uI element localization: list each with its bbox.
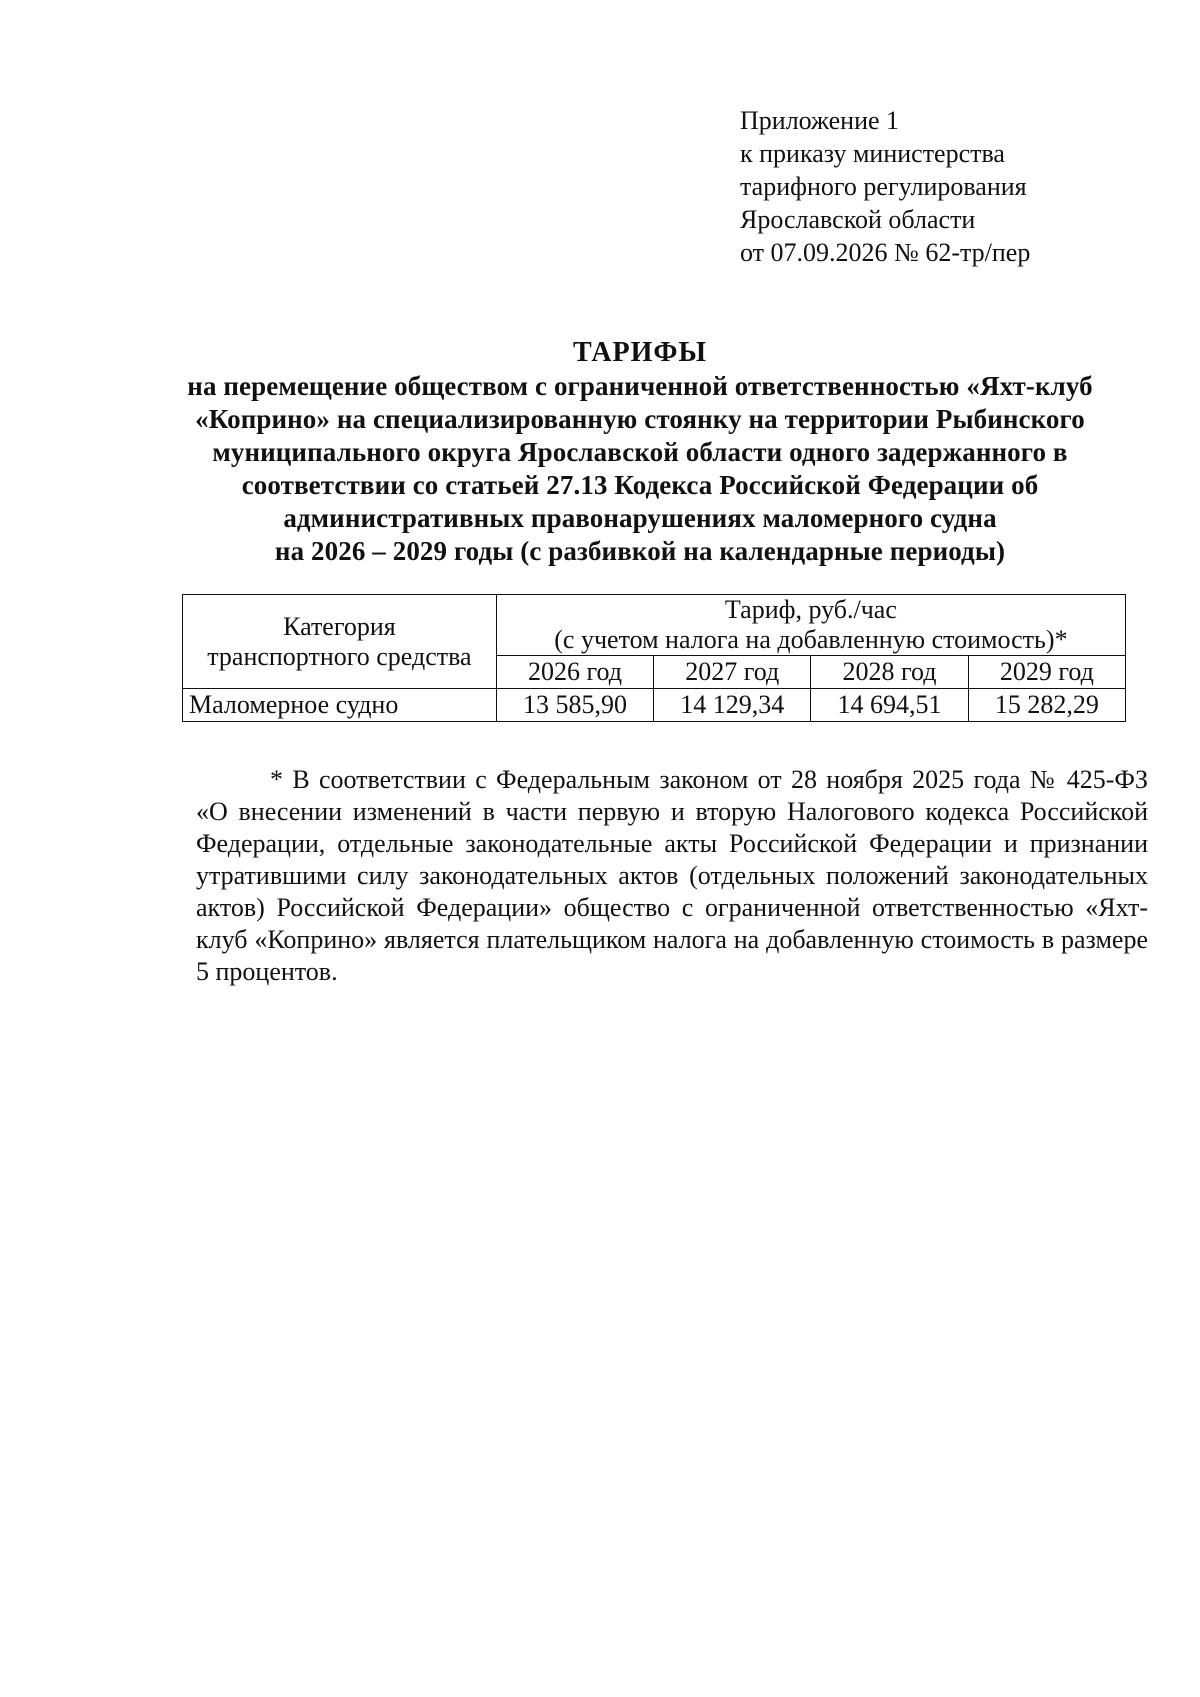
appendix-line: Ярославской области xyxy=(740,205,976,234)
tariff-header-line: (с учетом налога на добавленную стоимость)* xyxy=(554,625,1068,654)
category-header-line: транспортного средства xyxy=(207,641,472,671)
title-line: на перемещение обществом с ограниченной ответственностью «Яхт-клуб xyxy=(187,371,1093,401)
tariff-header xyxy=(496,595,1125,656)
appendix-line: от 07.09.2026 № 62-тр/пер xyxy=(740,238,1031,267)
title-line: соответствии со статьей 27.13 Кодекса Российской Федерации об xyxy=(241,470,1039,500)
tariff-value-2029: 15 282,29 xyxy=(968,689,1125,722)
document-title xyxy=(150,336,1130,568)
year-header-2026: 2026 год xyxy=(496,656,653,689)
category-header xyxy=(183,595,497,689)
table-header-row xyxy=(183,595,1126,656)
table-row xyxy=(183,689,1126,722)
tariff-header-line: Тариф, руб./час xyxy=(724,595,897,624)
appendix-block xyxy=(740,104,1030,269)
title-line: муниципального округа Ярославской области одного задержанного в xyxy=(212,437,1068,467)
appendix-line: к приказу министерства xyxy=(740,139,1005,168)
tariff-table xyxy=(182,594,1126,722)
row-category: Маломерное судно xyxy=(183,689,497,722)
year-header-2027: 2027 год xyxy=(654,656,811,689)
title-heading: ТАРИФЫ xyxy=(573,337,707,368)
year-header-2028: 2028 год xyxy=(811,656,968,689)
title-line: административных правонарушениях маломерного судна xyxy=(283,503,997,533)
appendix-line: Приложение 1 xyxy=(740,106,900,135)
tariff-value-2026: 13 585,90 xyxy=(496,689,653,722)
footnote: * В соответствии с Федеральным законом от 28 ноября 2025 года № 425-ФЗ «О внесении изменений в части первую и вторую Налогового кодекса Российской Федерации, отдельные законодательные акты Российской Федерации и признании утратившими силу законодательных актов (отдельных положений законодательных актов) Российской Федерации» общество с ограниченной ответственностью «Яхт-клуб «Коприно» является плательщиком налога на добавленную стоимость в размере 5 процентов. xyxy=(196,765,1148,986)
tariff-value-2027: 14 129,34 xyxy=(654,689,811,722)
category-header-line: Категория xyxy=(283,611,396,641)
title-line: «Коприно» на специализированную стоянку на территории Рыбинского xyxy=(195,404,1085,434)
tariff-value-2028: 14 694,51 xyxy=(811,689,968,722)
appendix-line: тарифного регулирования xyxy=(740,172,1027,201)
title-line: на 2026 – 2029 годы (с разбивкой на календарные периоды) xyxy=(274,536,1006,566)
year-header-2029: 2029 год xyxy=(968,656,1125,689)
